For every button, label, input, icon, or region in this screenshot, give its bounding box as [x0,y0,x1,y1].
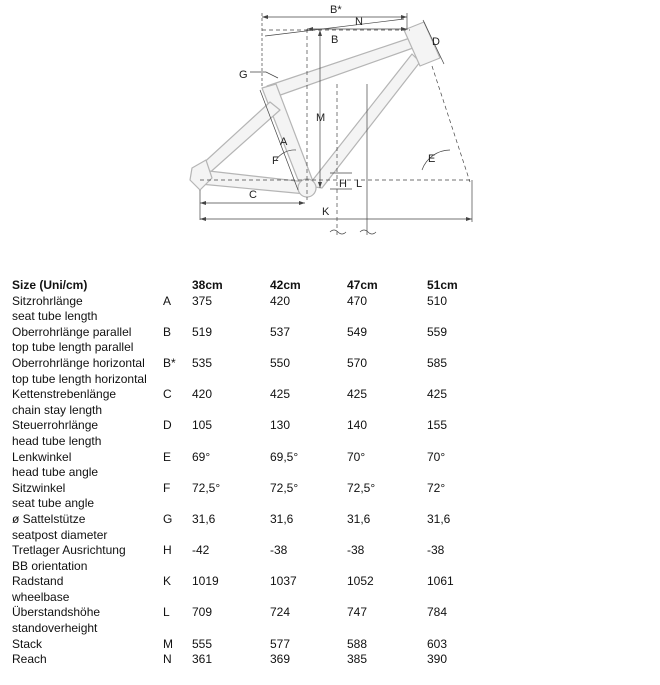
measurement-name [12,512,163,543]
header-38cm: 38cm [192,278,223,292]
geometry-table-body [12,294,487,668]
value-51cm: 585 [427,355,448,370]
header-47cm: 47cm [347,278,378,292]
measurement-name-de: Lenkwinkel [12,449,72,464]
value-38cm: 69° [192,449,211,464]
value-38cm: 31,6 [192,511,216,526]
table-row [12,574,487,605]
label-m: M [316,112,326,124]
label-c: C [249,189,257,201]
bike-frame [190,22,440,197]
value-51cm: 155 [427,418,448,433]
value-42cm: 130 [270,418,291,433]
measurement-name [12,605,163,636]
measurement-name-de: Kettenstrebenlänge [12,387,117,402]
label-a: A [280,136,288,148]
measurement-name [12,418,163,449]
measurement-name-de: Sitzwinkel [12,480,66,495]
label-k: K [322,206,330,218]
geometry-table [12,278,487,668]
value-38cm: 420 [192,387,213,402]
value-51cm: 559 [427,324,448,339]
value-47cm: 470 [347,293,368,308]
value-38cm: 105 [192,418,213,433]
measurement-name [12,450,163,481]
value-42cm: 537 [270,324,291,339]
header-51cm: 51cm [427,278,458,292]
measurement-code: F [163,480,171,495]
measurement-name-de: ø Sattelstütze [12,511,86,526]
value-42cm: 550 [270,355,291,370]
value-38cm: 361 [192,652,213,667]
measurement-name [12,481,163,512]
measurement-name [12,652,163,668]
measurement-name-en: seatpost diameter [12,527,108,542]
table-row [12,450,487,481]
measurement-code: H [163,543,172,558]
header-42cm: 42cm [270,278,301,292]
seat-tube [262,84,314,190]
value-47cm: 549 [347,324,368,339]
value-38cm: 709 [192,605,213,620]
measurement-name-en: top tube length parallel [12,340,134,355]
measurement-name-de: Sitzrohrlänge [12,293,83,308]
header-size: Size (Uni/cm) [12,278,88,292]
measurement-name [12,637,163,653]
measurement-code: L [163,605,170,620]
value-51cm: 72° [427,480,446,495]
label-h: H [339,178,347,190]
value-47cm: 425 [347,387,368,402]
table-row [12,605,487,636]
measurement-code: A [163,293,172,308]
measurement-name-de: Stack [12,636,43,651]
table-header-row [12,278,487,294]
label-d: D [432,36,440,48]
measurement-code: B [163,324,172,339]
table-row [12,481,487,512]
table-row [12,652,487,668]
measurement-name-de: Radstand [12,574,64,589]
measurement-name-en: seat tube angle [12,496,95,511]
label-b: B [331,34,339,46]
value-51cm: 70° [427,449,446,464]
label-n: N [355,16,363,28]
label-l: L [356,178,363,190]
bottom-bracket [298,179,316,197]
measurement-name [12,325,163,356]
measurement-name [12,356,163,387]
value-42cm: 1037 [270,574,297,589]
value-47cm: -38 [347,543,365,558]
measurement-name [12,387,163,418]
value-38cm: 1019 [192,574,219,589]
measurement-name [12,543,163,574]
measurement-code: E [163,449,172,464]
table-row [12,637,487,653]
table-row [12,356,487,387]
value-51cm: -38 [427,543,445,558]
value-51cm: 1061 [427,574,454,589]
measurement-name-de: Steuerrohrlänge [12,418,99,433]
table-row [12,418,487,449]
measurement-code: K [163,574,172,589]
table-row [12,543,487,574]
value-38cm: 375 [192,293,213,308]
measurement-code: N [163,652,172,667]
label-e: E [428,153,436,165]
value-42cm: 31,6 [270,511,294,526]
value-42cm: 369 [270,652,291,667]
value-51cm: 510 [427,293,448,308]
value-42cm: 420 [270,293,291,308]
measurement-name [12,574,163,605]
measurement-name-en: standoverheight [12,621,98,636]
label-g: G [239,69,248,81]
measurement-name-de: Reach [12,652,47,667]
measurement-name-en: seat tube length [12,309,98,324]
table-row [12,325,487,356]
table-row [12,294,487,325]
value-38cm: -42 [192,543,210,558]
measurement-code: B* [163,355,176,370]
table-row [12,387,487,418]
measurement-name-en: wheelbase [12,589,70,604]
value-47cm: 1052 [347,574,374,589]
table-row [12,512,487,543]
measurement-name-en: top tube length horizontal [12,371,147,386]
value-47cm: 70° [347,449,366,464]
label-f: F [272,155,279,167]
value-47cm: 588 [347,636,368,651]
value-47cm: 385 [347,652,368,667]
value-38cm: 535 [192,355,213,370]
measurement-name-de: Oberrohrlänge parallel [12,324,132,339]
value-47cm: 747 [347,605,368,620]
measurement-name-en: head tube length [12,433,102,448]
value-47cm: 31,6 [347,511,371,526]
value-42cm: 69,5° [270,449,299,464]
measurement-code: D [163,418,172,433]
measurement-name-de: Oberrohrlänge horizontal [12,355,145,370]
value-51cm: 390 [427,652,448,667]
value-38cm: 72,5° [192,480,221,495]
frame-geometry-diagram [0,0,660,250]
value-47cm: 570 [347,355,368,370]
measurement-name-en: chain stay length [12,402,103,417]
value-38cm: 519 [192,324,213,339]
measurement-name-en: BB orientation [12,558,88,573]
measurement-code: M [163,636,173,651]
value-51cm: 31,6 [427,511,451,526]
value-47cm: 140 [347,418,368,433]
measurement-code: G [163,511,173,526]
value-42cm: -38 [270,543,288,558]
measurement-name-en: head tube angle [12,465,99,480]
label-bstar: B* [330,4,342,16]
value-51cm: 425 [427,387,448,402]
measurement-name [12,294,163,325]
measurement-code: C [163,387,172,402]
measurement-name-de: Überstandshöhe [12,605,101,620]
value-42cm: 72,5° [270,480,299,495]
measurement-name-de: Tretlager Ausrichtung [12,543,126,558]
value-42cm: 577 [270,636,291,651]
value-51cm: 603 [427,636,448,651]
seat-stay [198,102,280,176]
value-42cm: 425 [270,387,291,402]
value-47cm: 72,5° [347,480,376,495]
value-38cm: 555 [192,636,213,651]
header-code [163,278,192,294]
value-51cm: 784 [427,605,448,620]
value-42cm: 724 [270,605,291,620]
